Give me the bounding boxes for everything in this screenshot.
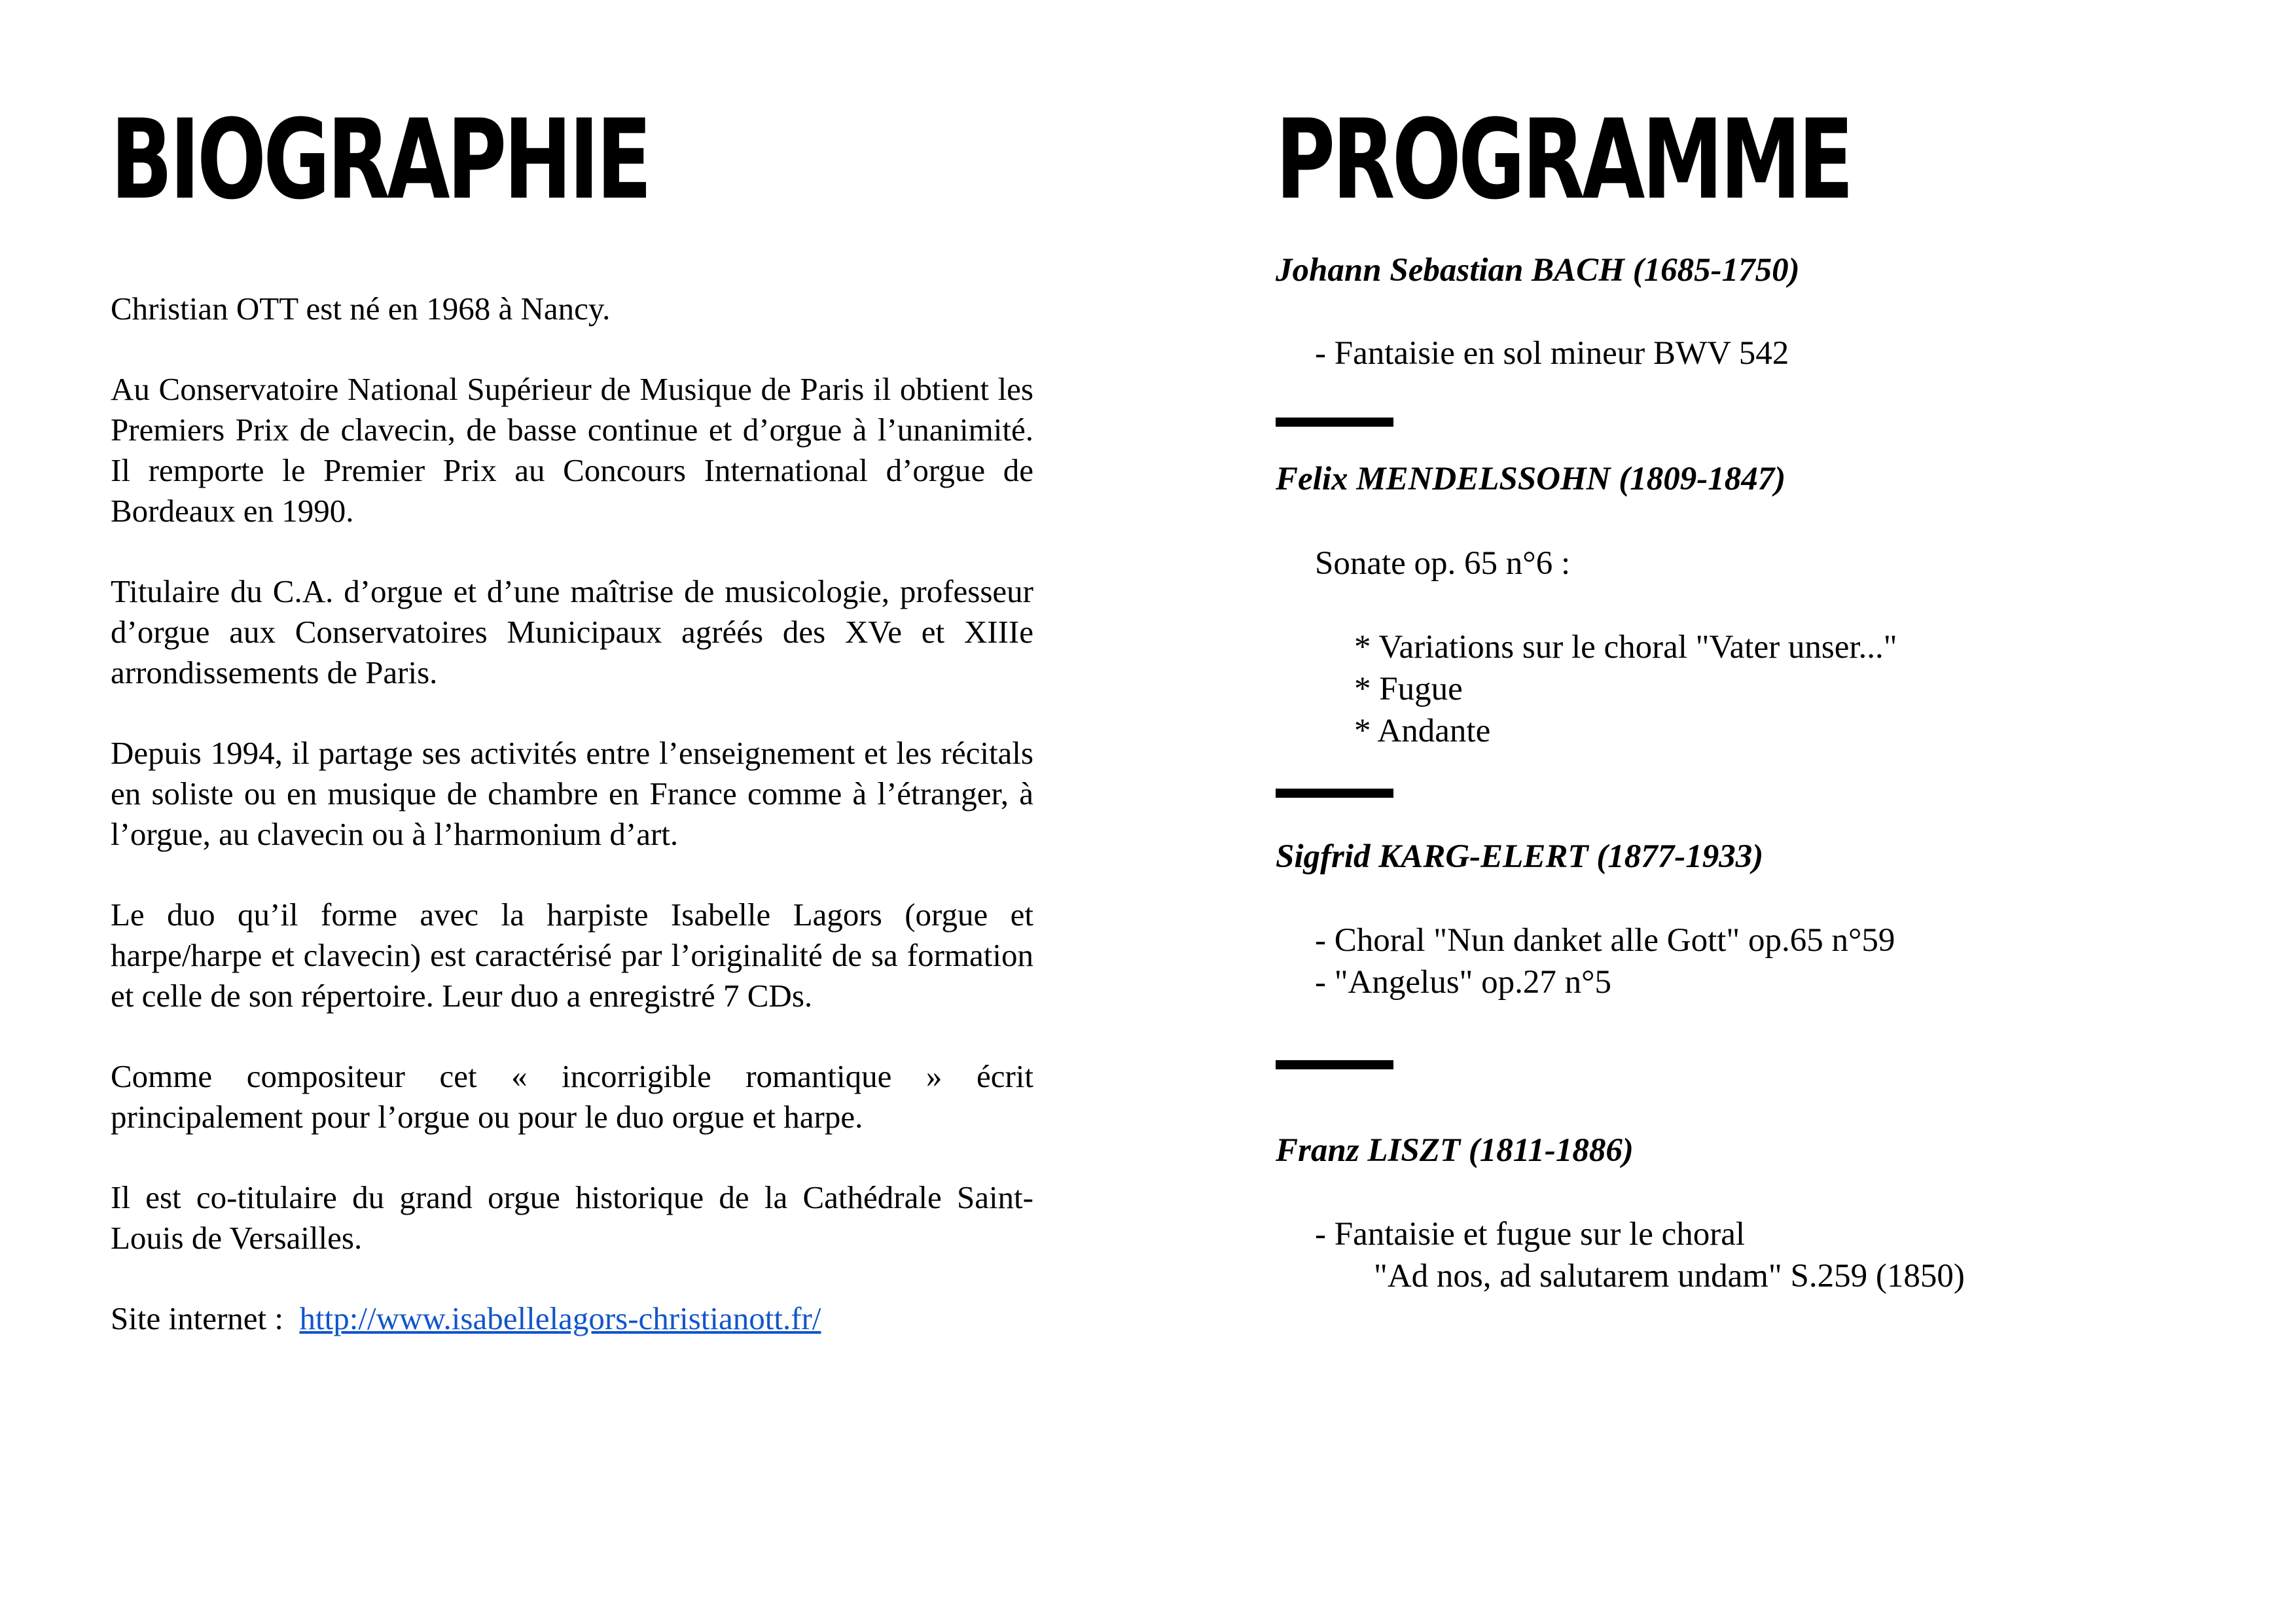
- work-mendelssohn-sonate: Sonate op. 65 n°6 :: [1315, 545, 1571, 582]
- programme-heading: PROGRAMME: [1276, 96, 1851, 224]
- website-label: Site internet :: [111, 1300, 300, 1336]
- work-karg-elert-angelus: - "Angelus" op.27 n°5: [1315, 964, 1611, 1001]
- composer-liszt: Franz LISZT (1811-1886): [1276, 1132, 1634, 1169]
- section-divider: [1276, 789, 1393, 798]
- bio-paragraph-duo: Le duo qu’il forme avec la harpiste Isabelle Lagors (orgue et harpe/harpe et clavecin) est caractérisé par l’originalité de sa formation et celle de son répertoire. Leur duo a enregistré 7 CDs.: [111, 897, 1033, 1014]
- bio-paragraph-conservatoire: Au Conservatoire National Supérieur de Musique de Paris il obtient les Premiers Prix de clavecin, de basse continue et d’orgue à l’unanimité. Il remporte le Premier Prix au Concours International d’orgue de Bordeaux en 1990.: [111, 371, 1033, 529]
- website-line: [111, 1298, 1033, 1339]
- section-divider: [1276, 418, 1393, 427]
- biography-heading: BIOGRAPHIE: [111, 96, 649, 224]
- bio-paragraph-activities: Depuis 1994, il partage ses activités entre l’enseignement et les récitals en soliste ou en musique de chambre en France comme à l’étranger, à l’orgue, au clavecin ou à l’harmonium d’art.: [111, 735, 1033, 852]
- work-karg-elert-choral: - Choral "Nun danket alle Gott" op.65 n°59: [1315, 922, 1895, 959]
- movement-andante: * Andante: [1354, 713, 1491, 749]
- movement-variations: * Variations sur le choral "Vater unser...": [1354, 629, 1897, 666]
- composer-bach: Johann Sebastian BACH (1685-1750): [1276, 252, 1800, 289]
- composer-karg-elert: Sigfrid KARG-ELERT (1877-1933): [1276, 838, 1764, 875]
- bio-paragraph-composer: Comme compositeur cet « incorrigible romantique » écrit principalement pour l’orgue ou pour le duo orgue et harpe.: [111, 1058, 1033, 1135]
- work-bach-fantaisie: - Fantaisie en sol mineur BWV 542: [1315, 335, 1789, 372]
- bio-paragraph-versailles: Il est co-titulaire du grand orgue historique de la Cathédrale Saint-Louis de Versailles.: [111, 1179, 1033, 1256]
- biography-text: [111, 289, 1033, 1339]
- bio-paragraph-birth: Christian OTT est né en 1968 à Nancy.: [111, 291, 611, 327]
- composer-mendelssohn: Felix MENDELSSOHN (1809-1847): [1276, 461, 1786, 497]
- work-liszt-ad-nos: "Ad nos, ad salutarem undam" S.259 (1850): [1374, 1258, 1965, 1294]
- bio-paragraph-titulaire: Titulaire du C.A. d’orgue et d’une maîtrise de musicologie, professeur d’orgue aux Conservatoires Municipaux agréés des XVe et XIIIe arrondissements de Paris.: [111, 573, 1033, 690]
- movement-fugue: * Fugue: [1354, 671, 1463, 707]
- work-liszt-fantaisie: - Fantaisie et fugue sur le choral: [1315, 1216, 1746, 1253]
- website-link[interactable]: http://www.isabellelagors-christianott.fr/: [299, 1300, 821, 1336]
- section-divider: [1276, 1060, 1393, 1069]
